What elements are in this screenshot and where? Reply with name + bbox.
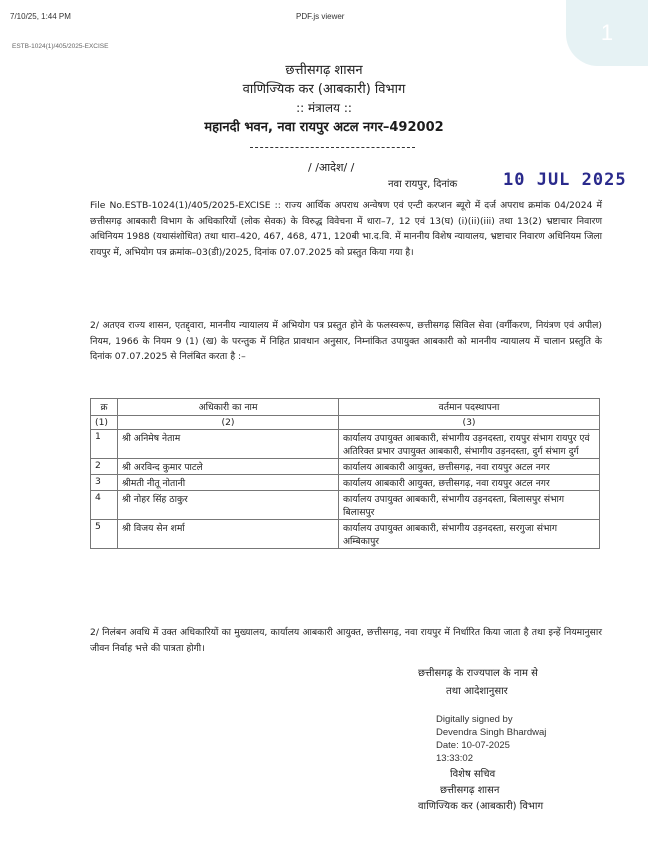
row-serial: 3 xyxy=(91,475,118,491)
digital-signed-by: Digitally signed by xyxy=(436,714,513,725)
page-number-badge xyxy=(566,0,648,66)
index-2: (2) xyxy=(118,416,339,430)
signatory-government: छत्तीसगढ़ शासन xyxy=(440,785,500,796)
print-datetime: 7/10/25, 1:44 PM xyxy=(10,12,71,21)
row-serial: 4 xyxy=(91,491,118,520)
row-posting: कार्यालय आबकारी आयुक्त, छत्तीसगढ़, नवा रायपुर अटल नगर xyxy=(339,475,600,491)
order-title: / /आदेश/ / xyxy=(308,161,355,174)
table-index-row xyxy=(91,416,600,430)
row-posting: कार्यालय उपायुक्त आबकारी, संभागीय उड़नदस्ता, बिलासपुर संभाग बिलासपुर xyxy=(339,491,600,520)
row-officer-name: श्री अनिमेष नेताम xyxy=(118,430,339,459)
page-number: 1 xyxy=(600,20,614,45)
table-row xyxy=(91,475,600,491)
digital-sign-date: Date: 10-07-2025 xyxy=(436,740,510,751)
signatory-department: वाणिज्यिक कर (आबकारी) विभाग xyxy=(418,801,544,812)
digital-sign-time: 13:33:02 xyxy=(436,753,473,764)
table-row xyxy=(91,459,600,475)
row-serial: 2 xyxy=(91,459,118,475)
table-row xyxy=(91,430,600,459)
signature-authority-line: छत्तीसगढ़ के राज्यपाल के नाम से xyxy=(418,668,538,679)
row-serial: 5 xyxy=(91,520,118,549)
date-stamp: 10 JUL 2025 xyxy=(503,170,627,190)
row-officer-name: श्री अरविन्द कुमार पाटले xyxy=(118,459,339,475)
row-posting: कार्यालय उपायुक्त आबकारी, संभागीय उड़नदस्ता, सरगुजा संभाग अम्बिकापुर xyxy=(339,520,600,549)
letterhead-government: छत्तीसगढ़ शासन xyxy=(285,63,363,78)
index-1: (1) xyxy=(91,416,118,430)
letterhead-ministry: :: मंत्रालय :: xyxy=(296,101,352,115)
file-ref-small: ESTB-1024(1)/405/2025-EXCISE xyxy=(12,43,109,50)
letterhead-address: महानदी भवन, नवा रायपुर अटल नगर–492002 xyxy=(204,120,444,135)
table-header-row xyxy=(91,399,600,416)
row-posting: कार्यालय आबकारी आयुक्त, छत्तीसगढ़, नवा रायपुर अटल नगर xyxy=(339,459,600,475)
header-current-posting: वर्तमान पदस्थापना xyxy=(339,399,600,416)
row-officer-name: श्रीमती नीतू नोतानी xyxy=(118,475,339,491)
signatory-designation: विशेष सचिव xyxy=(450,769,496,780)
header-officer-name: अधिकारी का नाम xyxy=(118,399,339,416)
paragraph-1: File No.ESTB-1024(1)/405/2025-EXCISE :: राज्य आर्थिक अपराध अन्वेषण एवं एन्टी करप्शन ब्यूरो में दर्ज अपराध क्रमांक 04/2024 में छत्तीसगढ़ आबकारी विभाग के अधिकारियों (लोक सेवक) के विरुद्ध विवेचना में धारा–7, 12 एवं 13(घ) (i)(ii)(iii) तथा 13(2) भ्रष्टाचार निवारण अधिनियम 1988 (यथासंशोधित) तथा धारा–420, 467, 468, 471, 120बी भा.द.वि. में माननीय विशेष न्यायालय, भ्रष्टाचार निवारण अधिनियम जिला रायपुर में, अभियोग पत्र क्रमांक–03(डी)/2025, दिनांक 07.07.2025 को प्रस्तुत किया गया है। xyxy=(90,200,602,258)
place-date-label: नवा रायपुर, दिनांक xyxy=(388,179,458,190)
row-officer-name: श्री विजय सेन शर्मा xyxy=(118,520,339,549)
signature-order-line: तथा आदेशानुसार xyxy=(446,686,508,697)
paragraph-2: 2/ अतएव राज्य शासन, एतद्द्वारा, माननीय न्यायालय में अभियोग पत्र प्रस्तुत होने के फलस्वरूप, छत्तीसगढ़ सिविल सेवा (वर्गीकरण, नियंत्रण एवं अपील) नियम, 1966 के नियम 9 (1) (ख) के परन्तुक में निहित प्रावधान अनुसार, निम्नांकित उपायुक्त आबकारी को माननीय न्यायालय में चालान प्रस्तुति के दिनांक 07.07.2025 से निलंबित करता है :– xyxy=(90,320,602,362)
table-row xyxy=(91,491,600,520)
row-posting: कार्यालय उपायुक्त आबकारी, संभागीय उड़नदस्ता, रायपुर संभाग रायपुर एवं अतिरिक्त प्रभार उपायुक्त आबकारी, संभागीय उड़नदस्ता, दुर्ग संभाग दुर्ग xyxy=(339,430,600,459)
row-serial: 1 xyxy=(91,430,118,459)
header-serial: क्र xyxy=(91,399,118,416)
officers-table xyxy=(90,398,600,549)
table-row xyxy=(91,520,600,549)
index-3: (3) xyxy=(339,416,600,430)
digital-signer-name: Devendra Singh Bhardwaj xyxy=(436,727,547,738)
header-divider xyxy=(250,147,415,148)
viewer-title: PDF.js viewer xyxy=(296,12,345,21)
paragraph-3: 2/ निलंबन अवधि में उक्त अधिकारियों का मुख्यालय, कार्यालय आबकारी आयुक्त, छत्तीसगढ़, नवा रायपुर में निर्धारित किया जाता है तथा इन्हें नियमानुसार जीवन निर्वाह भत्ते की पात्रता होगी। xyxy=(90,627,602,654)
row-officer-name: श्री नोहर सिंह ठाकुर xyxy=(118,491,339,520)
letterhead-department: वाणिज्यिक कर (आबकारी) विभाग xyxy=(242,82,406,97)
